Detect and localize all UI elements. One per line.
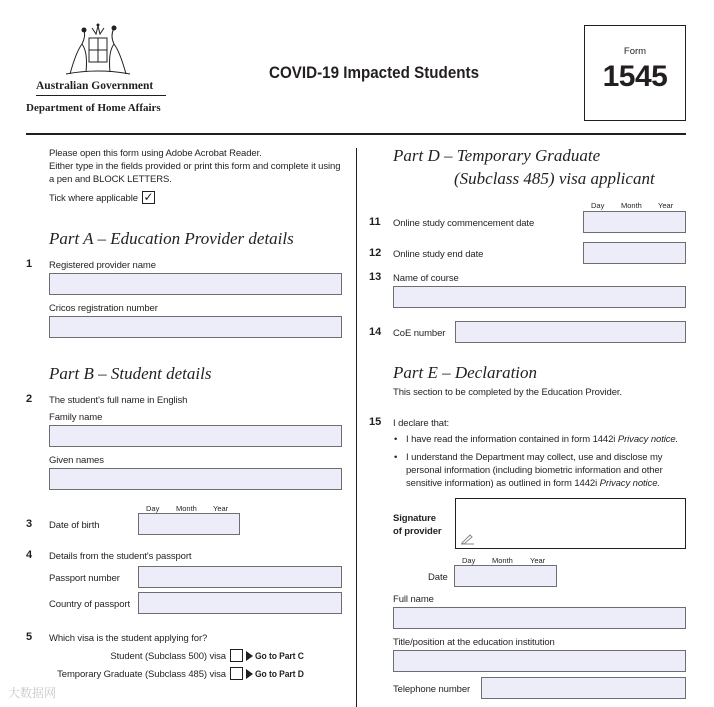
passport-number-field[interactable] — [138, 566, 342, 588]
tick-example-box: ✓ — [143, 190, 154, 204]
q14-label: CoE number — [393, 328, 446, 339]
q5-label: Which visa is the student applying for? — [49, 633, 208, 644]
q12-number: 12 — [369, 247, 382, 259]
declaration-bullet-2-line-1: I understand the Department may collect, use and disclose my — [406, 452, 663, 463]
title-position-label: Title/position at the education institution — [393, 637, 555, 648]
intro-line-3: a pen and BLOCK LETTERS. — [49, 174, 172, 185]
declaration-bullet-1-text: I have read the information contained in form 1442i — [406, 434, 618, 445]
q11-year-label: Year — [658, 201, 674, 210]
form-number-box — [584, 25, 686, 121]
visa-option-500-label: Student (Subclass 500) visa — [110, 651, 226, 662]
form-number: 1545 — [602, 60, 668, 93]
q4-label: Details from the student's passport — [49, 551, 192, 562]
part-b-title: Part B – Student details — [49, 364, 212, 383]
part-d-title-line-1: Part D – Temporary Graduate — [393, 146, 601, 165]
declaration-bullet-1 — [406, 434, 678, 445]
column-divider — [356, 148, 357, 707]
q15-label: I declare that: — [393, 418, 450, 429]
intro-line-2: Either type in the fields provided or print this form and complete it using — [49, 161, 341, 172]
part-e-title: Part E – Declaration — [393, 363, 538, 382]
country-passport-label: Country of passport — [49, 599, 131, 610]
q11-label: Online study commencement date — [393, 218, 535, 229]
coe-number-field[interactable] — [455, 321, 686, 343]
provider-name-field[interactable] — [49, 273, 342, 295]
sig-date-label: Date — [428, 572, 448, 583]
telephone-label: Telephone number — [393, 684, 471, 695]
q13-number: 13 — [369, 271, 382, 283]
cricos-label: Cricos registration number — [49, 303, 158, 314]
privacy-notice-ref-1: Privacy notice. — [617, 434, 679, 445]
q5-number: 5 — [26, 631, 33, 643]
country-passport-field[interactable] — [138, 592, 342, 614]
q2-number: 2 — [26, 393, 33, 405]
full-name-label: Full name — [393, 594, 434, 605]
visa-option-485-label: Temporary Graduate (Subclass 485) visa — [57, 669, 226, 680]
part-e-subtitle: This section to be completed by the Education Provider. — [393, 387, 622, 398]
given-names-label: Given names — [49, 455, 104, 466]
q3-label: Date of birth — [49, 520, 100, 531]
dob-year-label: Year — [213, 504, 229, 513]
declaration-bullet-2 — [406, 452, 662, 463]
course-name-field[interactable] — [393, 286, 686, 308]
signature-box[interactable] — [455, 498, 686, 549]
visa-option-485-checkbox[interactable] — [230, 667, 243, 680]
q3-number: 3 — [26, 518, 33, 530]
provider-full-name-field[interactable] — [393, 607, 686, 629]
sig-date-day-label: Day — [462, 556, 476, 565]
signature-label-line-2: of provider — [393, 526, 442, 537]
family-name-label: Family name — [49, 412, 103, 423]
sig-date-month-label: Month — [492, 556, 513, 565]
q2-label: The student's full name in English — [49, 395, 188, 406]
dob-month-label: Month — [176, 504, 197, 513]
telephone-field[interactable] — [481, 677, 686, 699]
study-commencement-date-field[interactable] — [583, 211, 686, 233]
goto-arrow-icon — [246, 669, 253, 679]
visa-option-500-checkbox[interactable] — [230, 649, 243, 662]
government-name: Australian Government — [36, 80, 154, 92]
q1-label: Registered provider name — [49, 260, 156, 271]
cricos-number-field[interactable] — [49, 316, 342, 338]
department-name: Department of Home Affairs — [26, 102, 161, 114]
pen-icon — [460, 532, 476, 550]
coat-of-arms-logo — [62, 22, 134, 78]
study-end-date-field[interactable] — [583, 242, 686, 264]
q11-day-label: Day — [591, 201, 605, 210]
form-label: Form — [623, 46, 647, 57]
q11-month-label: Month — [621, 201, 642, 210]
header-rule-small — [36, 95, 166, 96]
goto-part-d: Go to Part D — [255, 669, 304, 680]
q12-label: Online study end date — [393, 249, 484, 260]
dob-day-label: Day — [146, 504, 160, 513]
declaration-bullet-2-line-3-wrap — [406, 478, 660, 489]
intro-line-1: Please open this form using Adobe Acrobat Reader. — [49, 148, 262, 159]
q13-label: Name of course — [393, 273, 459, 284]
part-a-title: Part A – Education Provider details — [49, 229, 294, 248]
date-of-birth-field[interactable] — [138, 513, 240, 535]
family-name-field[interactable] — [49, 425, 342, 447]
goto-part-c: Go to Part C — [255, 651, 304, 662]
passport-number-label: Passport number — [49, 573, 120, 584]
q4-number: 4 — [26, 549, 33, 561]
q11-number: 11 — [369, 216, 381, 228]
q1-number: 1 — [26, 258, 33, 270]
q15-number: 15 — [369, 416, 382, 428]
watermark: 大数据网 — [8, 686, 57, 700]
form-title: COVID-19 Impacted Students — [269, 64, 480, 82]
declaration-bullet-2-line-2: personal information (including biometric information and other — [406, 465, 663, 476]
declaration-bullet-2-line-3: sensitive information) as outlined in form 1442i — [406, 478, 600, 489]
q14-number: 14 — [369, 326, 382, 338]
signature-date-field[interactable] — [454, 565, 557, 587]
given-names-field[interactable] — [49, 468, 342, 490]
signature-label-line-1: Signature — [393, 513, 436, 524]
sig-date-year-label: Year — [530, 556, 546, 565]
privacy-notice-ref-2: Privacy notice. — [599, 478, 660, 489]
title-position-field[interactable] — [393, 650, 686, 672]
header-divider — [26, 133, 686, 135]
goto-arrow-icon — [246, 651, 253, 661]
tick-instruction: Tick where applicable — [49, 193, 138, 204]
part-d-title-line-2: (Subclass 485) visa applicant — [454, 169, 655, 188]
